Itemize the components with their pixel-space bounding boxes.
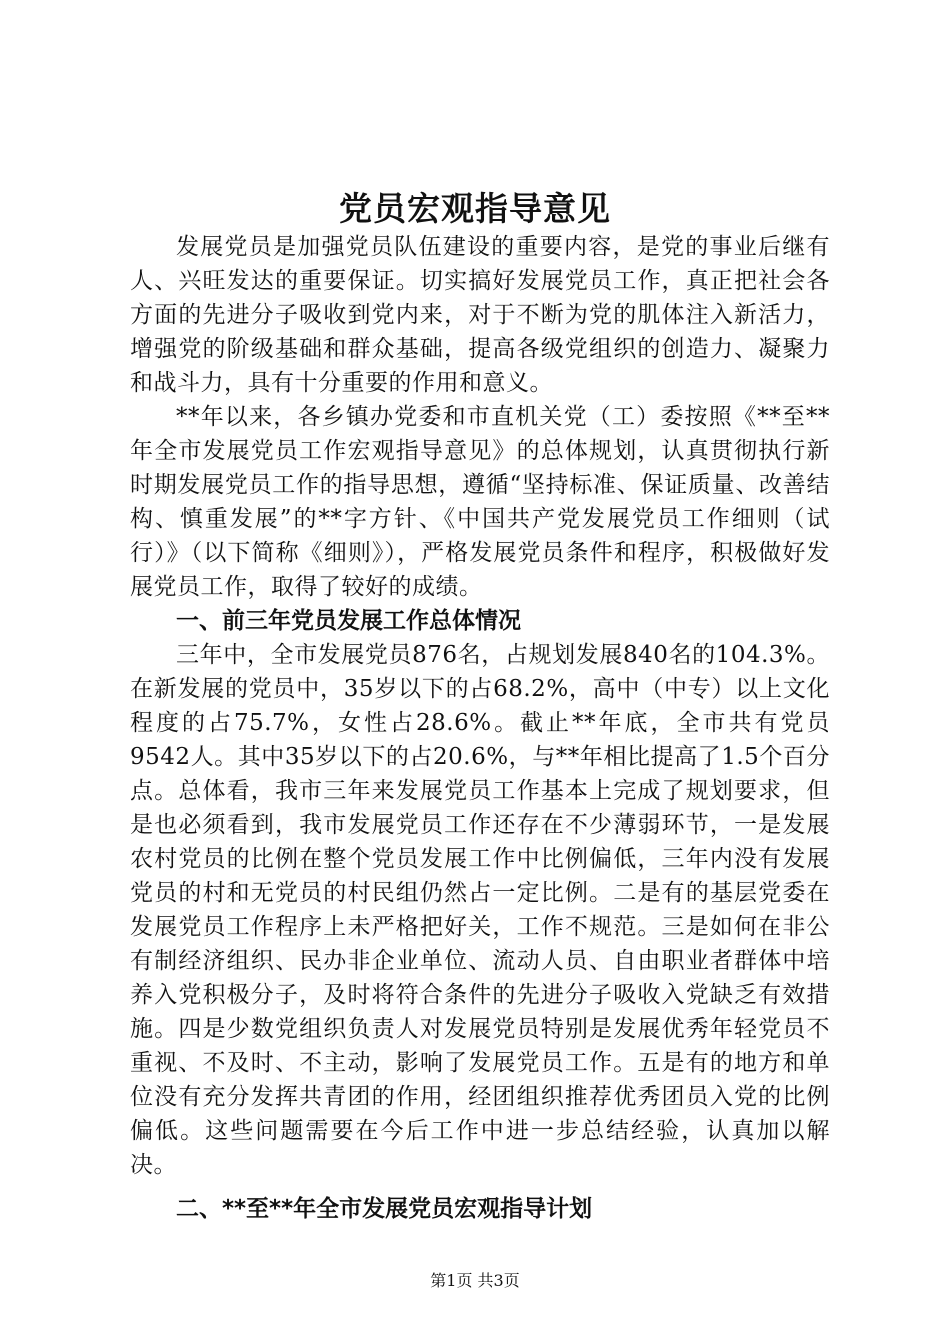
background-paragraph: **年以来，各乡镇办党委和市直机关党（工）委按照《**至**年全市发展党员工作宏观指导意见》的总体规划，认真贯彻执行新时期发展党员工作的指导思想，遵循“坚持标准、保证质量、改善结构、慎重发展”的**字方针、《中国共产党发展党员工作细则（试行）》（以下简称《细则》），严格发展党员条件和程序，积极做好发展党员工作，取得了较好的成绩。 <box>130 404 830 600</box>
intro-paragraph: 发展党员是加强党员队伍建设的重要内容，是党的事业后继有人、兴旺发达的重要保证。切实搞好发展党员工作，真正把社会各方面的先进分子吸收到党内来，对于不断为党的肌体注入新活力，增强党的阶级基础和群众基础，提高各级党组织的创造力、凝聚力和战斗力，具有十分重要的作用和意义。 <box>130 234 830 396</box>
document-body <box>130 230 830 1226</box>
section-heading-1: 一、前三年党员发展工作总体情况 <box>176 608 521 634</box>
section-heading-2: 二、**至**年全市发展党员宏观指导计划 <box>176 1196 593 1222</box>
document-title: 党员宏观指导意见 <box>339 189 611 228</box>
page-number-footer: 第1页 共3页 <box>430 1271 520 1290</box>
section-1-paragraph: 三年中，全市发展党员876名，占规划发展840名的104.3%。在新发展的党员中，35岁以下的占68.2%，高中（中专）以上文化程度的占75.7%，女性占28.6%。截止**年底，全市共有党员9542人。其中35岁以下的占20.6%，与**年相比提高了1.5个百分点。总体看，我市三年来发展党员工作基本上完成了规划要求，但是也必须看到，我市发展党员工作还存在不少薄弱环节，一是发展农村党员的比例在整个党员发展工作中比例偏低，三年内没有发展党员的村和无党员的村民组仍然占一定比例。二是有的基层党委在发展党员工作程序上未严格把好关，工作不规范。三是如何在非公有制经济组织、民办非企业单位、流动人员、自由职业者群体中培养入党积极分子，及时将符合条件的先进分子吸收入党缺乏有效措施。四是少数党组织负责人对发展党员特别是发展优秀年轻党员不重视、不及时、不主动，影响了发展党员工作。五是有的地方和单位没有充分发挥共青团的作用，经团组织推荐优秀团员入党的比例偏低。这些问题需要在今后工作中进一步总结经验，认真加以解决。 <box>130 642 830 1178</box>
